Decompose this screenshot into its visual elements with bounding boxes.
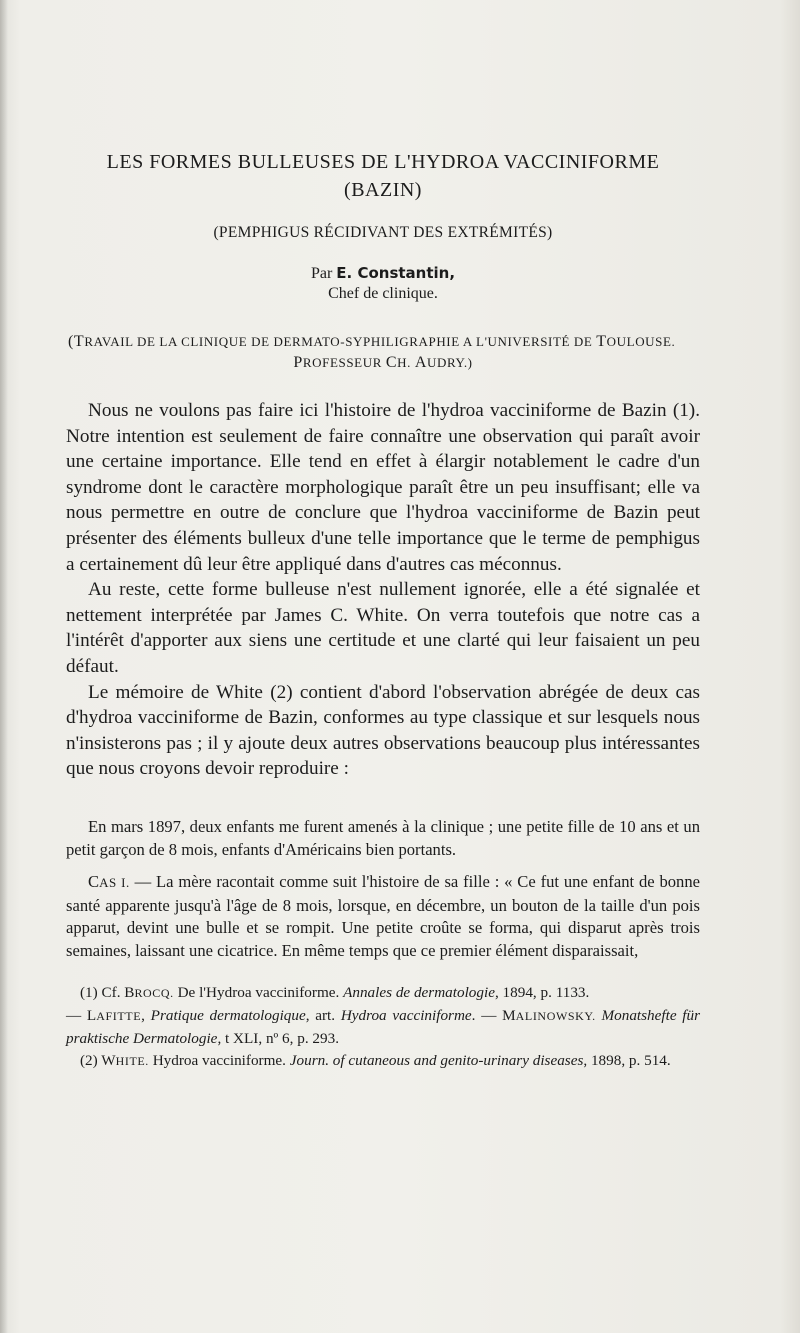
footnote-1-author-initial: B [124,984,135,1002]
paragraph-1: Nous ne voulons pas faire ici l'histoire de l'hydroa vacciniforme de Bazin (1). Notre intention est seulement de faire connaître une observation qui paraît avoir une certaine importance. Elle tend en effet à élargir notablement le cadre d'un syndrome dont le caractère morphologique paraît être un peu insuffisant; elle va nous permettre en outre de conclure que l'hydroa vacciniforme de Bazin peut présenter des éléments bulleux d'une telle importance que le terme de pemphigus a certainement dû leur être appliqué dans d'autres cas méconnus. [66,400,700,575]
footnote-1-dash: — [66,1007,87,1025]
quoted-observation [66,816,700,963]
affiliation-line-1 [66,333,700,351]
article-subtitle: (PEMPHIGUS RÉCIDIVANT DES EXTRÉMITÉS) [213,224,553,241]
case-rest: AS I. [99,875,130,891]
author-name: E. Constantin, [336,264,456,282]
footnote-2-author-initial: W [101,1051,116,1069]
footnotes [66,982,700,1072]
case-initial: C [88,872,100,892]
footnote-2-author-rest: HITE. [115,1053,149,1068]
footnote-1-art: , art. [305,1007,341,1025]
affiliation-city-initial: T [596,333,607,350]
affiliation-text: RAVAIL DE LA CLINIQUE DE DERMATO-SYPHILIGRAPHIE A L'UNIVERSITÉ DE [84,334,597,349]
footnote-2-text: Hydroa vacciniforme. [148,1051,290,1069]
footnote-1-ref2: , t XLI, nº 6, p. 293. [217,1030,339,1048]
article-title [66,148,700,204]
quote-paragraph-2 [66,871,700,962]
article-content [66,148,700,1073]
footnote-1-sep: , [141,1007,151,1025]
footnote-2-journal: Journ. of cutaneous and genito-urinary diseases [289,1051,584,1069]
footnote-1-text: De l'Hydroa vacciniforme. [173,984,344,1002]
affiliation-line-2 [66,354,700,372]
footnote-1-article: Hydroa vacciniforme [340,1007,472,1025]
footnote-1 [66,982,700,1005]
paragraph-3: Le mémoire de White (2) contient d'abord l'observation abrégée de deux cas d'hydroa vacciniforme de Bazin, conformes au type classique et sur lesquels nous n'insisterons pas ; il y ajoute deux autres observations beaucoup plus intéressantes que nous croyons devoir reproduire : [66,681,700,780]
affiliation-city-rest: OULOUSE. [606,334,676,349]
professor-name-rest: H. [397,355,415,370]
footnote-1-journal2: Monatshefte für praktische Dermatologie [66,1007,701,1048]
footnote-1-continuation [66,1005,700,1050]
author-line [66,264,700,283]
professor-initial: P [293,354,303,371]
professor-name-initial: C [385,354,398,371]
author-prefix: Par [310,265,333,282]
footnote-1-author3-rest: ALINOWSKY. [515,1009,596,1024]
footnote-2 [66,1050,700,1073]
body-text [66,398,700,782]
title-line-2: (BAZIN) [344,179,422,201]
author-role: Chef de clinique. [328,285,438,302]
footnote-1-author2-initial: L [86,1007,97,1025]
footnote-1-journal: Annales de dermatologie [343,984,495,1002]
page-edge-shadow [0,0,8,1333]
quote-paragraph-1: En mars 1897, deux enfants me furent amenés à la clinique ; une petite fille de 10 ans et un petit garçon de 8 mois, enfants d'Américains bien portants. [66,816,700,859]
footnote-1-book: Pratique dermatologique [150,1007,306,1025]
footnote-1-author2-rest: AFITTE [96,1009,142,1024]
title-line-1: LES FORMES BULLEUSES DE L'HYDROA VACCINIFORME [106,151,660,173]
footnote-1-dash2: . — [471,1007,503,1025]
professor-rest: ROFESSEUR [302,355,386,370]
paragraph-2: Au reste, cette forme bulleuse n'est nullement ignorée, elle a été signalée et nettement interprétée par James C. White. On verra toutefois que notre cas a l'intérêt d'apporter aux siens une certitude et une clarté qui leur faisaient un peu défaut. [66,579,700,677]
affiliation-open: (T [68,333,85,350]
case-text: — La mère racontait comme suit l'histoire de sa fille : « Ce fut une enfant de bonne santé apparente jusqu'à l'âge de 8 mois, lorsque, en décembre, un bouton de la taille d'un pois apparut, devint une bulle et se rompit. Une petite croûte se forma, qui disparut après trois semaines, laissant une cicatrice. En même temps que ce premier élément disparaissait, [66,872,701,960]
professor-surname-initial: A [414,354,427,371]
footnote-1-author-rest: ROCQ. [134,986,174,1001]
footnote-1-author3-initial: M [502,1007,516,1025]
footnote-1-ref: , 1894, p. 1133. [494,984,590,1002]
professor-surname-rest: UDRY.) [426,355,473,370]
footnote-2-ref: , 1898, p. 514. [583,1051,671,1069]
footnote-2-label: (2) [80,1051,102,1069]
footnote-1-label: (1) Cf. [80,984,125,1002]
